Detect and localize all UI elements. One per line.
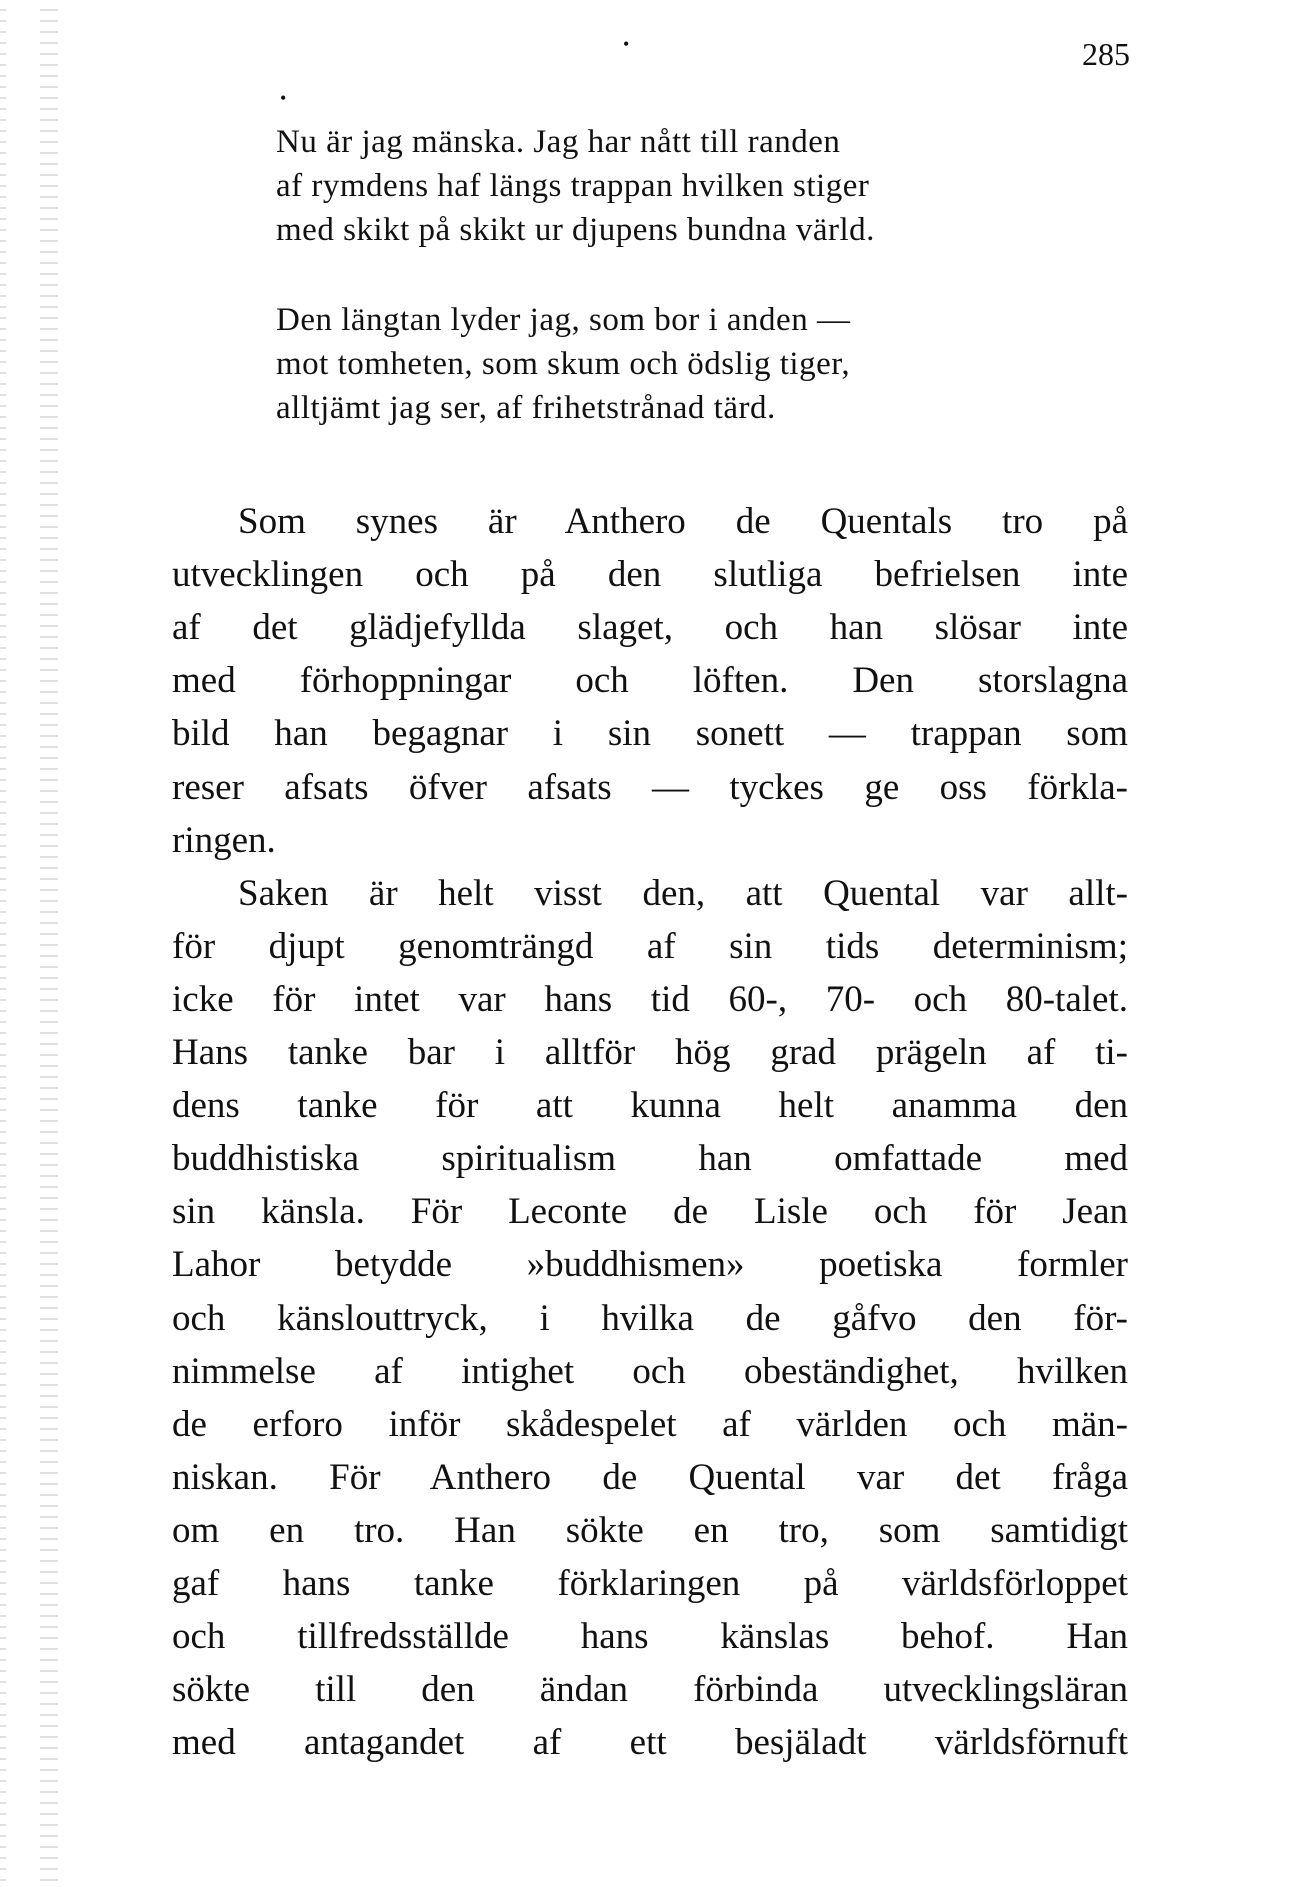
text-line: dens tanke för att kunna helt anamma den bbox=[172, 1085, 1128, 1127]
text-line: reser afsats öfver afsats — tyckes ge oss förkla- bbox=[172, 766, 1128, 808]
text-line: bild han begagnar i sin sonett — trappan som bbox=[172, 713, 1128, 755]
text-line: med antagandet af ett besjäladt världsförnuft bbox=[172, 1722, 1128, 1764]
text-line: Saken är helt visst den, att Quental var allt- bbox=[238, 872, 1128, 914]
scanned-page-edge bbox=[0, 0, 60, 1887]
poem-line: af rymdens haf längs trappan hvilken stiger bbox=[276, 168, 870, 204]
text-line: gaf hans tanke förklaringen på världsförloppet bbox=[172, 1563, 1128, 1604]
text-line: sökte till den ändan förbinda utvecklingsläran bbox=[172, 1669, 1128, 1711]
text-line: sin känsla. För Leconte de Lisle och för Jean bbox=[172, 1191, 1128, 1233]
text-line: ringen. bbox=[172, 819, 276, 861]
ink-speck: • bbox=[623, 34, 630, 54]
text-line: icke för intet var hans tid 60-, 70- och 80-talet. bbox=[172, 978, 1128, 1020]
text-line: Hans tanke bar i alltför hög grad prägeln af ti- bbox=[172, 1032, 1128, 1073]
text-line: om en tro. Han sökte en tro, som samtidigt bbox=[172, 1509, 1128, 1551]
text-line: med förhoppningar och löften. Den storslagna bbox=[172, 660, 1128, 702]
text-line: Lahor betydde »buddhismen» poetiska formler bbox=[172, 1244, 1128, 1286]
text-line: för djupt genomträngd af sin tids determinism; bbox=[172, 925, 1128, 967]
text-line: och känslouttryck, i hvilka de gåfvo den för- bbox=[172, 1297, 1128, 1339]
text-line: af det glädjefyllda slaget, och han slösar inte bbox=[172, 607, 1128, 649]
poem-line: med skikt på skikt ur djupens bundna värld. bbox=[276, 212, 875, 248]
poem-line: mot tomheten, som skum och ödslig tiger, bbox=[276, 346, 851, 382]
ink-speck: • bbox=[280, 88, 287, 108]
poem-line: Den längtan lyder jag, som bor i anden — bbox=[276, 302, 851, 338]
poem-line: Nu är jag mänska. Jag har nått till randen bbox=[276, 124, 841, 160]
text-line: utvecklingen och på den slutliga befrielsen inte bbox=[172, 554, 1128, 596]
text-line: de erforo inför skådespelet af världen och män- bbox=[172, 1403, 1128, 1445]
poem-line: alltjämt jag ser, af frihetstrånad tärd. bbox=[276, 390, 776, 426]
text-line: niskan. För Anthero de Quental var det fråga bbox=[172, 1456, 1128, 1498]
text-line: Som synes är Anthero de Quentals tro på bbox=[238, 501, 1128, 542]
text-line: nimmelse af intighet och obeständighet, hvilken bbox=[172, 1350, 1128, 1392]
text-line: buddhistiska spiritualism han omfattade med bbox=[172, 1138, 1128, 1180]
text-line: och tillfredsställde hans känslas behof. Han bbox=[172, 1616, 1128, 1658]
page-number: 285 bbox=[1082, 36, 1130, 72]
